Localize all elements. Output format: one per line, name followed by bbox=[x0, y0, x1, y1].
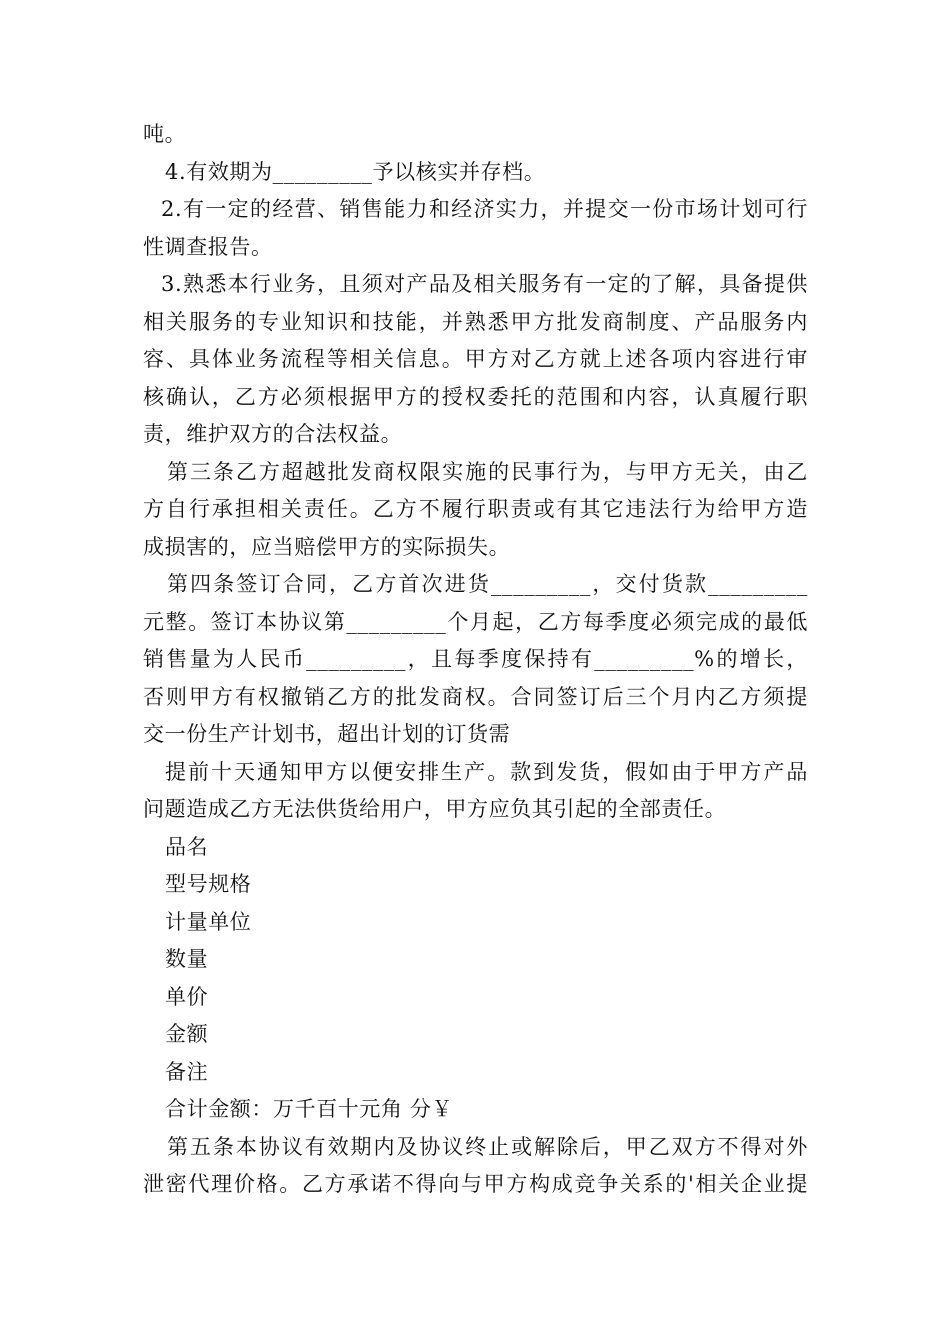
text-line: 第三条乙方超越批发商权限实施的民事行为，与甲方无关，由乙 bbox=[167, 459, 808, 484]
table-field-quantity: 数量 bbox=[165, 947, 209, 971]
text-line: 泄密代理价格。乙方承诺不得向与甲方构成竞争关系的'相关企业提 bbox=[143, 1172, 808, 1196]
text-line: 4.有效期为_________予以核实并存档。 bbox=[165, 159, 546, 184]
text-line: 第四条签订合同，乙方首次进货_________，交付货款_________ bbox=[167, 572, 808, 596]
table-field-product-name: 品名 bbox=[165, 834, 209, 859]
text-line: 2.有一定的经营、销售能力和经济实力，并提交一份市场计划可行 bbox=[161, 197, 808, 221]
table-field-unit-price: 单价 bbox=[165, 984, 209, 1009]
table-field-remarks: 备注 bbox=[165, 1059, 209, 1084]
text-line: 3.熟悉本行业务，且须对产品及相关服务有一定的了解，具备提供 bbox=[161, 272, 808, 296]
text-line: 元整。签订本协议第_________个月起，乙方每季度必须完成的最低 bbox=[143, 609, 808, 634]
text-line: 成损害的，应当赔偿甲方的实际损失。 bbox=[143, 534, 511, 559]
total-amount-line: 合计金额：万千百十元角 分￥ bbox=[165, 1097, 454, 1121]
text-line: 容、具体业务流程等相关信息。甲方对乙方就上述各项内容进行审 bbox=[143, 347, 808, 371]
contract-text bbox=[143, 116, 808, 1204]
text-line: 责，维护双方的合法权益。 bbox=[143, 422, 403, 446]
text-line: 方自行承担相关责任。乙方不履行职责或有其它违法行为给甲方造 bbox=[143, 497, 808, 521]
text-line: 第五条本协议有效期内及协议终止或解除后，甲乙双方不得对外 bbox=[167, 1134, 808, 1159]
text-line: 交一份生产计划书，超出计划的订货需 bbox=[143, 722, 511, 746]
table-field-model-spec: 型号规格 bbox=[165, 872, 252, 896]
text-line: 否则甲方有权撤销乙方的批发商权。合同签订后三个月内乙方须提 bbox=[143, 684, 808, 709]
table-field-unit: 计量单位 bbox=[165, 909, 252, 934]
text-line: 吨。 bbox=[143, 122, 187, 146]
text-line: 销售量为人民币_________，且每季度保持有_________%的增长， bbox=[143, 647, 808, 671]
text-line: 核确认，乙方必须根据甲方的授权委托的范围和内容，认真履行职 bbox=[143, 384, 808, 409]
text-line: 提前十天通知甲方以便安排生产。款到发货，假如由于甲方产品 bbox=[165, 759, 808, 784]
text-line: 相关服务的专业知识和技能，并熟悉甲方批发商制度、产品服务内 bbox=[143, 309, 808, 334]
text-line: 性调查报告。 bbox=[143, 234, 273, 259]
text-line: 问题造成乙方无法供货给用户，甲方应负其引起的全部责任。 bbox=[143, 797, 727, 821]
table-field-amount: 金额 bbox=[165, 1022, 209, 1046]
